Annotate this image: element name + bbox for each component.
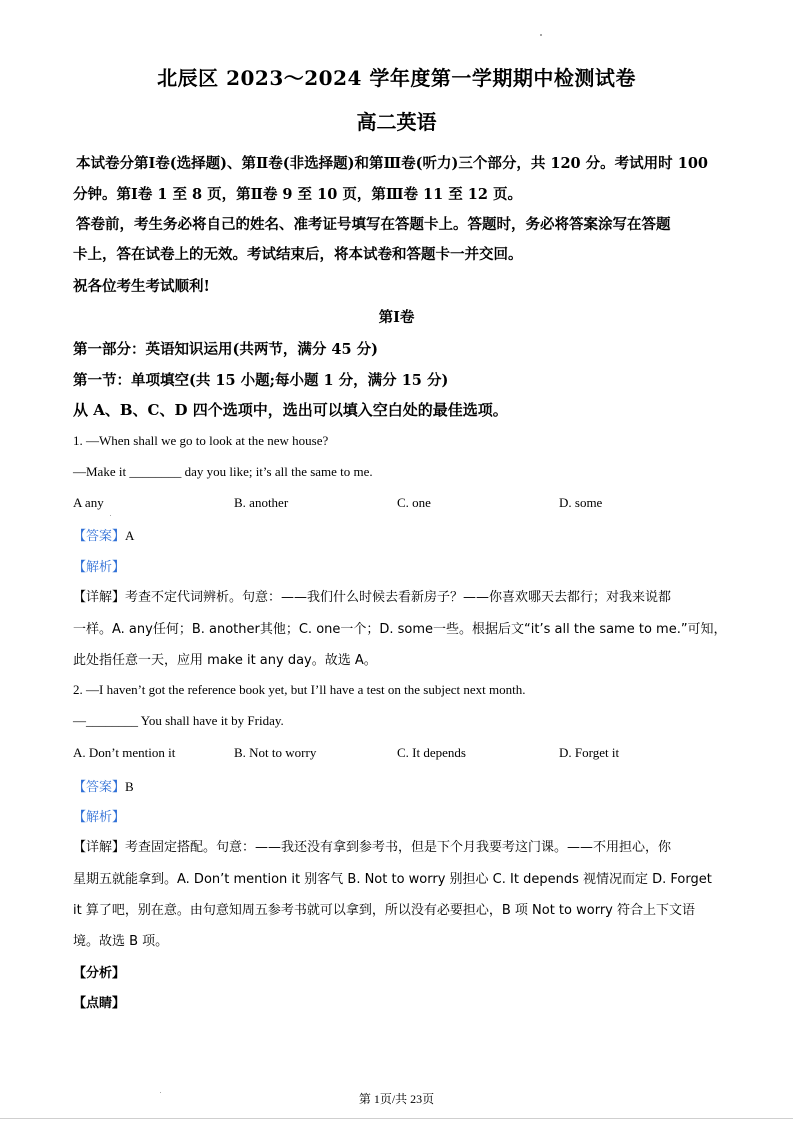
question-2-stem-2: —________ You shall have it by Friday. — [73, 713, 284, 728]
question-2-option-b: B. Not to worry — [234, 745, 317, 760]
question-1-option-b: B. another — [234, 495, 289, 510]
section-direction: 从 A、B、C、D 四个选项中，选出可以填入空白处的最佳选项。 — [73, 401, 508, 419]
part-heading: 第一部分：英语知识运用(共两节，满分 45 分) — [73, 341, 378, 358]
instruction-line-2: 分钟。第Ⅰ卷 1 至 8 页，第Ⅱ卷 9 至 10 页，第Ⅲ卷 11 至 12 页。 — [73, 186, 523, 203]
question-2-dianjing-label: 【点睛】 — [73, 996, 126, 1011]
instruction-line-1: 本试卷分第Ⅰ卷(选择题)、第Ⅱ卷(非选择题)和第Ⅲ卷(听力)三个部分，共 120 分。考试用时 100 — [76, 155, 709, 172]
footer-divider — [0, 1118, 793, 1119]
section-heading: 第一节：单项填空(共 15 小题;每小题 1 分，满分 15 分) — [73, 372, 449, 389]
question-2-answer: B — [125, 779, 134, 794]
page-number: 第 1页/共 23页 — [358, 1092, 435, 1106]
scan-mark — [540, 34, 542, 36]
answer-label: 【答案】 — [73, 529, 126, 544]
question-2-option-c: C. It depends — [397, 745, 466, 760]
instruction-line-5: 祝各位考生考试顺利! — [73, 278, 210, 295]
question-1-detail-3: 此处指任意一天，应用 make it any day。故选 A。 — [73, 653, 377, 668]
question-2-detail-3: it 算了吧，别在意。由句意知周五参考书就可以拿到，所以没有必要担心，B 项 Not to worry 符合上下文语 — [73, 903, 695, 918]
question-1-analysis-label: 【解析】 — [73, 560, 126, 575]
question-1-detail-1: 【详解】考查不定代词辨析。句意：——我们什么时候去看新房子？——你喜欢哪天去都行；对我来说都 — [73, 590, 672, 605]
question-1-answer-row — [73, 525, 134, 544]
instruction-line-4: 卡上，答在试卷上的无效。考试结束后，将本试卷和答题卡一并交回。 — [73, 246, 523, 263]
question-2-fenxi-label: 【分析】 — [73, 966, 126, 981]
exam-subtitle: 高二英语 — [356, 110, 437, 134]
question-1-answer: A — [125, 528, 135, 543]
answer-label: 【答案】 — [73, 780, 126, 795]
question-2-detail-4: 境。故选 B 项。 — [73, 934, 169, 949]
volume-heading: 第Ⅰ卷 — [378, 309, 415, 326]
question-2-answer-row — [73, 776, 134, 795]
question-1-stem-2: —Make it ________ day you like; it’s all the same to me. — [73, 464, 373, 479]
question-2-stem-1: 2. —I haven’t got the reference book yet, but I’ll have a test on the subject next month. — [73, 682, 526, 697]
scan-mark — [110, 515, 111, 516]
question-2-option-a: A. Don’t mention it — [73, 745, 176, 760]
question-2-analysis-label: 【解析】 — [73, 810, 126, 825]
question-1-option-a: A any — [73, 495, 104, 510]
question-2-detail-1: 【详解】考查固定搭配。句意：——我还没有拿到参考书，但是下个月我要考这门课。——不用担心，你 — [73, 840, 672, 855]
question-1-detail-2: 一样。A. any任何；B. another其他；C. one一个；D. some一些。根据后文“it’s all the same to me.”可知， — [73, 622, 727, 637]
question-1-stem-1: 1. —When shall we go to look at the new house? — [73, 433, 329, 448]
question-1-option-c: C. one — [397, 495, 431, 510]
instruction-line-3: 答卷前，考生务必将自己的姓名、准考证号填写在答题卡上。答题时，务必将答案涂写在答题 — [76, 216, 671, 233]
question-2-option-d: D. Forget it — [559, 745, 620, 760]
question-2-detail-2: 星期五就能拿到。A. Don’t mention it 别客气 B. Not to worry 别担心 C. It depends 视情况而定 D. Forget — [73, 872, 712, 887]
question-1-option-d: D. some — [559, 495, 603, 510]
exam-title: 北辰区 2023～2024 学年度第一学期期中检测试卷 — [157, 66, 636, 90]
